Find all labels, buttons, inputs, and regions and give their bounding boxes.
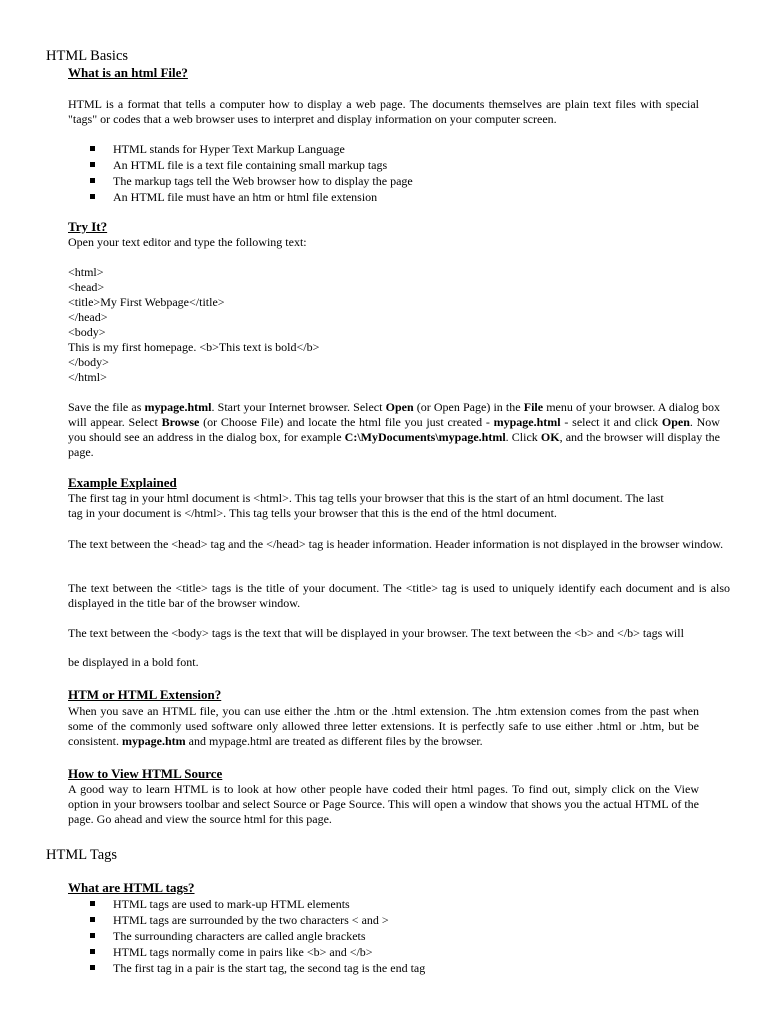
code-line: This is my first homepage. <b>This text is bold</b>	[68, 340, 320, 354]
subheading-what-is-html-file: What is an html File?	[68, 65, 188, 80]
example-line: tag in your document is </html>. This tag tells your browser that this is the end of the html document.	[68, 506, 557, 520]
list-item: HTML tags are surrounded by the two characters < and >	[68, 912, 425, 928]
body-paragraph-line: The text between the <body> tags is the text that will be displayed in your browser. The text between the <b> and </b> tags will	[68, 626, 684, 640]
code-line: </head>	[68, 310, 108, 324]
list-item: HTML tags normally come in pairs like <b> and </b>	[68, 944, 425, 960]
head-paragraph: The text between the <head> tag and the </head> tag is header information. Header information is not displayed in the browser window.	[68, 537, 724, 551]
list-item: The surrounding characters are called angle brackets	[68, 928, 425, 944]
list-item: The first tag in a pair is the start tag, the second tag is the end tag	[68, 960, 425, 976]
list-item: The markup tags tell the Web browser how to display the page	[68, 173, 413, 189]
code-line: <title>My First Webpage</title>	[68, 295, 225, 309]
code-line: </html>	[68, 370, 107, 384]
subheading-htm-extension: HTM or HTML Extension?	[68, 687, 222, 702]
code-line: <html>	[68, 265, 104, 279]
bullet-icon	[90, 194, 95, 199]
bullet-icon	[90, 146, 95, 151]
try-it-instruction: Open your text editor and type the following text:	[68, 235, 307, 249]
list-item: HTML stands for Hyper Text Markup Language	[68, 141, 413, 157]
subheading-try-it: Try It?	[68, 219, 108, 234]
list-item: HTML tags are used to mark-up HTML elements	[68, 896, 425, 912]
bullet-icon	[90, 162, 95, 167]
bullet-icon	[90, 965, 95, 970]
html-facts-list	[68, 141, 413, 205]
title-paragraph: The text between the <title> tags is the title of your document. The <title> tag is used to uniquely identify each document and is also displayed in the title bar of the browser window.	[68, 581, 730, 610]
view-source-paragraph: A good way to learn HTML is to look at how other people have coded their html pages. To find out, simply click on the View option in your browsers toolbar and select Source or Page Source. This will open a window that shows you the actual HTML of the page. Go ahead and view the source html for this page.	[68, 782, 699, 826]
bullet-icon	[90, 178, 95, 183]
subheading-what-are-tags: What are HTML tags?	[68, 880, 195, 895]
bullet-icon	[90, 901, 95, 906]
list-item: An HTML file must have an htm or html file extension	[68, 189, 413, 205]
code-sample	[68, 265, 319, 385]
body-paragraph-line: be displayed in a bold font.	[68, 655, 199, 669]
bullet-icon	[90, 933, 95, 938]
example-line: The first tag in your html document is <html>. This tag tells your browser that this is the start of an html document. The last	[68, 491, 664, 505]
heading-html-tags: HTML Tags	[46, 847, 118, 863]
bullet-icon	[90, 949, 95, 954]
code-line: <body>	[68, 325, 106, 339]
code-line: </body>	[68, 355, 109, 369]
subheading-view-source: How to View HTML Source	[68, 766, 223, 781]
save-instructions-paragraph: Save the file as mypage.html. Start your Internet browser. Select Open (or Open Page) in the File menu of your browser. A dialog box will appear. Select Browse (or Choose File) and locate the html file you just created - mypage.html - select it and click Open. Now you should see an address in the dialog box, for example C:\MyDocuments\mypage.html. Click OK, and the browser will display the page.	[68, 400, 720, 459]
intro-paragraph: HTML is a format that tells a computer how to display a web page. The documents themselves are plain text files with special "tags" or codes that a web browser uses to interpret and display information on your computer screen.	[68, 97, 699, 126]
subheading-example-explained: Example Explained	[68, 475, 177, 490]
bullet-icon	[90, 917, 95, 922]
extension-paragraph: When you save an HTML file, you can use either the .htm or the .html extension. The .htm extension comes from the past when some of the commonly used software only allowed three letter extensions. It is perfectly safe to use either .html or .htm, but be consistent. mypage.htm and mypage.html are treated as different files by the browser.	[68, 704, 699, 748]
html-tags-list	[68, 896, 425, 976]
heading-html-basics: HTML Basics	[46, 48, 129, 64]
list-item: An HTML file is a text file containing small markup tags	[68, 157, 413, 173]
code-line: <head>	[68, 280, 105, 294]
